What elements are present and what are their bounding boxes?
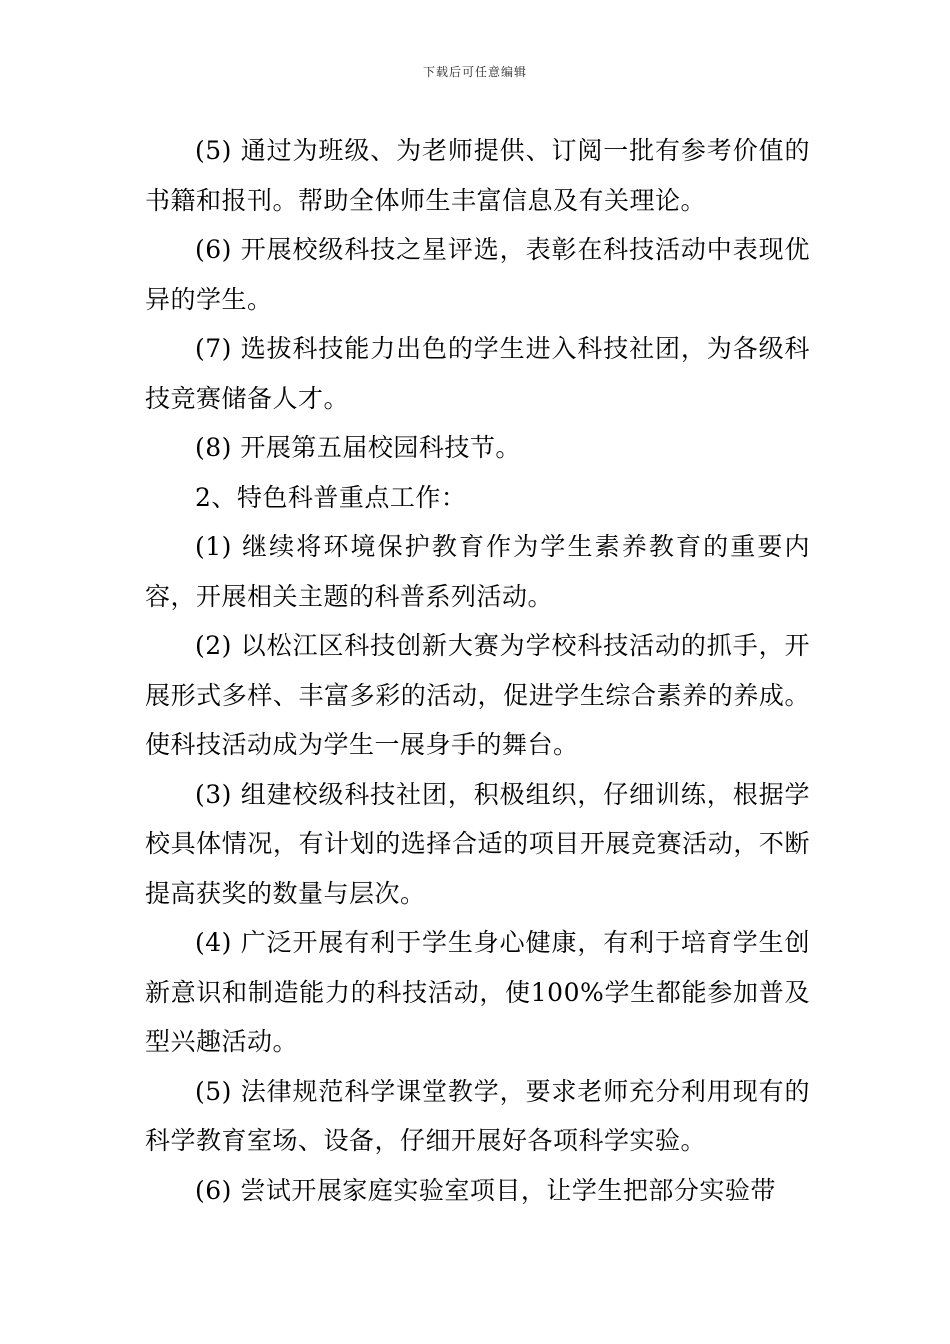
paragraph-item-2-innovation-contest: (2) 以松江区科技创新大赛为学校科技活动的抓手，开展形式多样、丰富多彩的活动，促进学生综合素养的养成。使科技活动成为学生一展身手的舞台。	[145, 631, 810, 759]
paragraph-item-4-interest-activities: (4) 广泛开展有利于学生身心健康，有利于培育学生创新意识和制造能力的科技活动，使100%学生都能参加普及型兴趣活动。	[145, 928, 810, 1056]
page-header: 下载后可任意编辑	[422, 65, 527, 79]
document-body	[145, 126, 810, 1215]
paragraph-item-5-books: (5) 通过为班级、为老师提供、订阅一批有参考价值的书籍和报刊。帮助全体师生丰富信息及有关理论。	[145, 136, 810, 215]
paragraph-item-1-environment: (1) 继续将环境保护教育作为学生素养教育的重要内容，开展相关主题的科普系列活动。	[145, 532, 810, 611]
paragraph-item-6-home-lab: (6) 尝试开展家庭实验室项目，让学生把部分实验带	[195, 1175, 776, 1205]
paragraph-item-6-star-selection: (6) 开展校级科技之星评选，表彰在科技活动中表现优异的学生。	[145, 235, 810, 314]
paragraph-item-3-tech-club: (3) 组建校级科技社团，积极组织，仔细训练，根据学校具体情况，有计划的选择合适的项目开展竞赛活动，不断提高获奖的数量与层次。	[145, 779, 810, 908]
section-heading-special-work: 2、特色科普重点工作：	[195, 482, 467, 512]
paragraph-item-5-classroom: (5) 法律规范科学课堂教学，要求老师充分利用现有的科学教育室场、设备，仔细开展好各项科学实验。	[145, 1076, 810, 1155]
paragraph-item-8-tech-festival: (8) 开展第五届校园科技节。	[195, 433, 521, 462]
paragraph-item-7-club-selection: (7) 选拔科技能力出色的学生进入科技社团，为各级科技竞赛储备人才。	[145, 334, 810, 413]
